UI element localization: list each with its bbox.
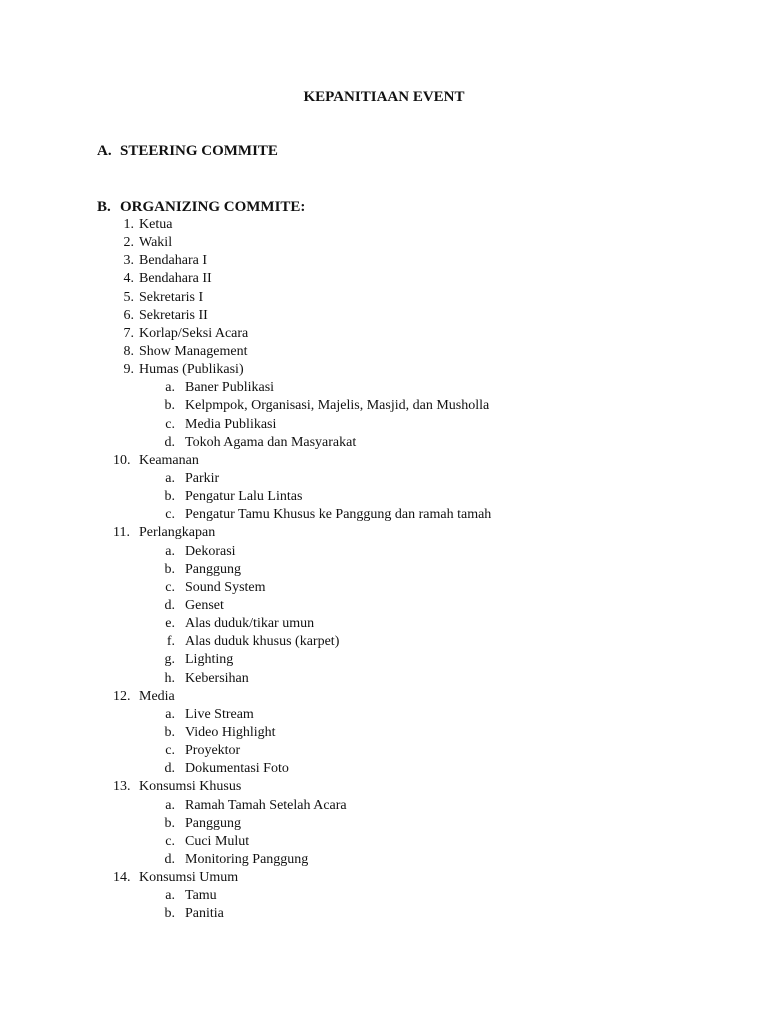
sub-list-item [0, 815, 768, 833]
sub-list-item [0, 887, 768, 905]
sub-list-item-label: Alas duduk khusus (karpet) [185, 634, 340, 650]
sub-list-item-letter: c. [165, 833, 175, 849]
list-item [0, 289, 768, 307]
sub-list-item [0, 379, 768, 397]
sub-list-item [0, 670, 768, 688]
list-item-label: Konsumsi Khusus [139, 779, 242, 795]
sub-list-item-letter: b. [164, 398, 175, 414]
sub-list-item-label: Pengatur Tamu Khusus ke Panggung dan ramah tamah [185, 507, 492, 523]
sub-list-item-label: Tamu [185, 888, 217, 904]
sub-list-item-letter: h. [164, 670, 175, 686]
sub-list-item-label: Panggung [185, 561, 241, 577]
sub-list-item-letter: b. [164, 815, 175, 831]
list-item [0, 524, 768, 542]
list-item-label: Keamanan [139, 452, 199, 468]
sub-list-item [0, 397, 768, 415]
list-item-number: 6. [123, 307, 134, 323]
list-item-number: 2. [123, 235, 134, 251]
sub-list-item-label: Baner Publikasi [185, 380, 275, 396]
list-item-label: Bendahara II [139, 271, 212, 287]
list-item-label: Show Management [139, 343, 248, 359]
sub-list-item-letter: d. [164, 851, 175, 867]
section-heading-organizing [97, 198, 305, 216]
sub-list-item [0, 597, 768, 615]
list-item-label: Humas (Publikasi) [139, 362, 244, 378]
list-item [0, 216, 768, 234]
sub-list-item [0, 760, 768, 778]
sub-list-item [0, 434, 768, 452]
sub-list-item-letter: c. [165, 743, 175, 759]
list-item-number: 12. [113, 688, 131, 704]
section-heading-steering [97, 142, 278, 160]
sub-list-item-label: Dekorasi [185, 543, 236, 559]
sub-list-item [0, 470, 768, 488]
list-item [0, 325, 768, 343]
sub-list-item-label: Sound System [185, 579, 266, 595]
sub-list-item-letter: e. [165, 616, 175, 632]
sub-list-item-letter: f. [166, 634, 175, 650]
list-item-number: 11. [113, 525, 130, 541]
list-item [0, 343, 768, 361]
sub-list-item-letter: g. [164, 652, 175, 668]
list-item-label: Perlangkapan [139, 525, 216, 541]
list-item-label: Konsumsi Umum [139, 870, 239, 886]
committee-list [0, 216, 768, 923]
sub-list-item [0, 905, 768, 923]
sub-list-item-letter: d. [164, 597, 175, 613]
list-item-label: Ketua [139, 217, 173, 232]
sub-list-item-letter: a. [165, 797, 175, 813]
sub-list-item [0, 416, 768, 434]
list-item [0, 270, 768, 288]
sub-list-item-label: Monitoring Panggung [185, 851, 309, 867]
sub-list-item-letter: c. [165, 507, 175, 523]
sub-list-item-letter: a. [165, 470, 175, 486]
sub-list-item-label: Pengatur Lalu Lintas [185, 489, 303, 505]
sub-list-item-label: Alas duduk/tikar umun [185, 616, 315, 632]
sub-list-item-label: Parkir [185, 470, 220, 486]
list-item-number: 3. [123, 253, 134, 269]
list-item-number: 5. [123, 289, 134, 305]
sub-list-item-letter: b. [164, 724, 175, 740]
list-item [0, 869, 768, 887]
list-item-number: 1. [123, 217, 134, 232]
sub-list-item-label: Kelpmpok, Organisasi, Majelis, Masjid, dan Musholla [185, 398, 490, 414]
section-letter: B. [97, 199, 111, 215]
sub-list-item [0, 833, 768, 851]
list-item [0, 361, 768, 379]
sub-list-item-letter: a. [165, 543, 175, 559]
list-item [0, 452, 768, 470]
list-item-number: 14. [113, 870, 131, 886]
sub-list-item-letter: c. [165, 579, 175, 595]
sub-list-item-label: Cuci Mulut [185, 833, 250, 849]
sub-list-item-label: Proyektor [185, 743, 241, 759]
list-item [0, 307, 768, 325]
sub-list-item-label: Video Highlight [185, 724, 276, 740]
sub-list-item-letter: a. [165, 706, 175, 722]
sub-list-item-label: Panitia [185, 906, 224, 922]
sub-list-item-label: Dokumentasi Foto [185, 761, 289, 777]
list-item-label: Bendahara I [139, 253, 208, 269]
list-item-number: 9. [123, 362, 134, 378]
list-item [0, 778, 768, 796]
sub-list-item-label: Kebersihan [185, 670, 249, 686]
sub-list-item-letter: d. [164, 434, 175, 450]
sub-list-item [0, 488, 768, 506]
list-item-label: Korlap/Seksi Acara [139, 325, 249, 341]
list-item-number: 13. [113, 779, 131, 795]
sub-list-item [0, 633, 768, 651]
list-item [0, 252, 768, 270]
sub-list-item-letter: c. [165, 416, 175, 432]
sub-list-item-letter: a. [165, 380, 175, 396]
section-letter: A. [97, 143, 112, 159]
sub-list-item-label: Genset [185, 597, 224, 613]
sub-list-item-letter: b. [164, 489, 175, 505]
list-item-label: Sekretaris I [139, 289, 204, 305]
sub-list-item [0, 579, 768, 597]
sub-list-item [0, 543, 768, 561]
sub-list-item-label: Live Stream [185, 706, 254, 722]
sub-list-item-letter: b. [164, 561, 175, 577]
sub-list-item [0, 651, 768, 669]
list-item-number: 4. [123, 271, 134, 287]
sub-list-item-letter: b. [164, 906, 175, 922]
list-item [0, 234, 768, 252]
sub-list-item [0, 851, 768, 869]
sub-list-item [0, 561, 768, 579]
sub-list-item-label: Ramah Tamah Setelah Acara [185, 797, 347, 813]
sub-list-item-label: Media Publikasi [185, 416, 277, 432]
list-item-label: Media [139, 688, 175, 704]
sub-list-item-label: Lighting [185, 652, 234, 668]
sub-list-item-label: Panggung [185, 815, 241, 831]
section-label: STEERING COMMITE [120, 143, 278, 159]
sub-list-item [0, 706, 768, 724]
list-item-label: Wakil [139, 235, 173, 251]
sub-list-item [0, 742, 768, 760]
sub-list-item-letter: a. [165, 888, 175, 904]
document-title: KEPANITIAAN EVENT [303, 89, 465, 105]
sub-list-item-label: Tokoh Agama dan Masyarakat [185, 434, 357, 450]
sub-list-item-letter: d. [164, 761, 175, 777]
section-label: ORGANIZING COMMITE: [120, 199, 306, 215]
sub-list-item [0, 615, 768, 633]
sub-list-item [0, 797, 768, 815]
list-item-number: 10. [113, 452, 131, 468]
list-item-number: 8. [123, 343, 134, 359]
list-item [0, 688, 768, 706]
sub-list-item [0, 724, 768, 742]
list-item-number: 7. [123, 325, 134, 341]
list-item-label: Sekretaris II [139, 307, 208, 323]
sub-list-item [0, 506, 768, 524]
